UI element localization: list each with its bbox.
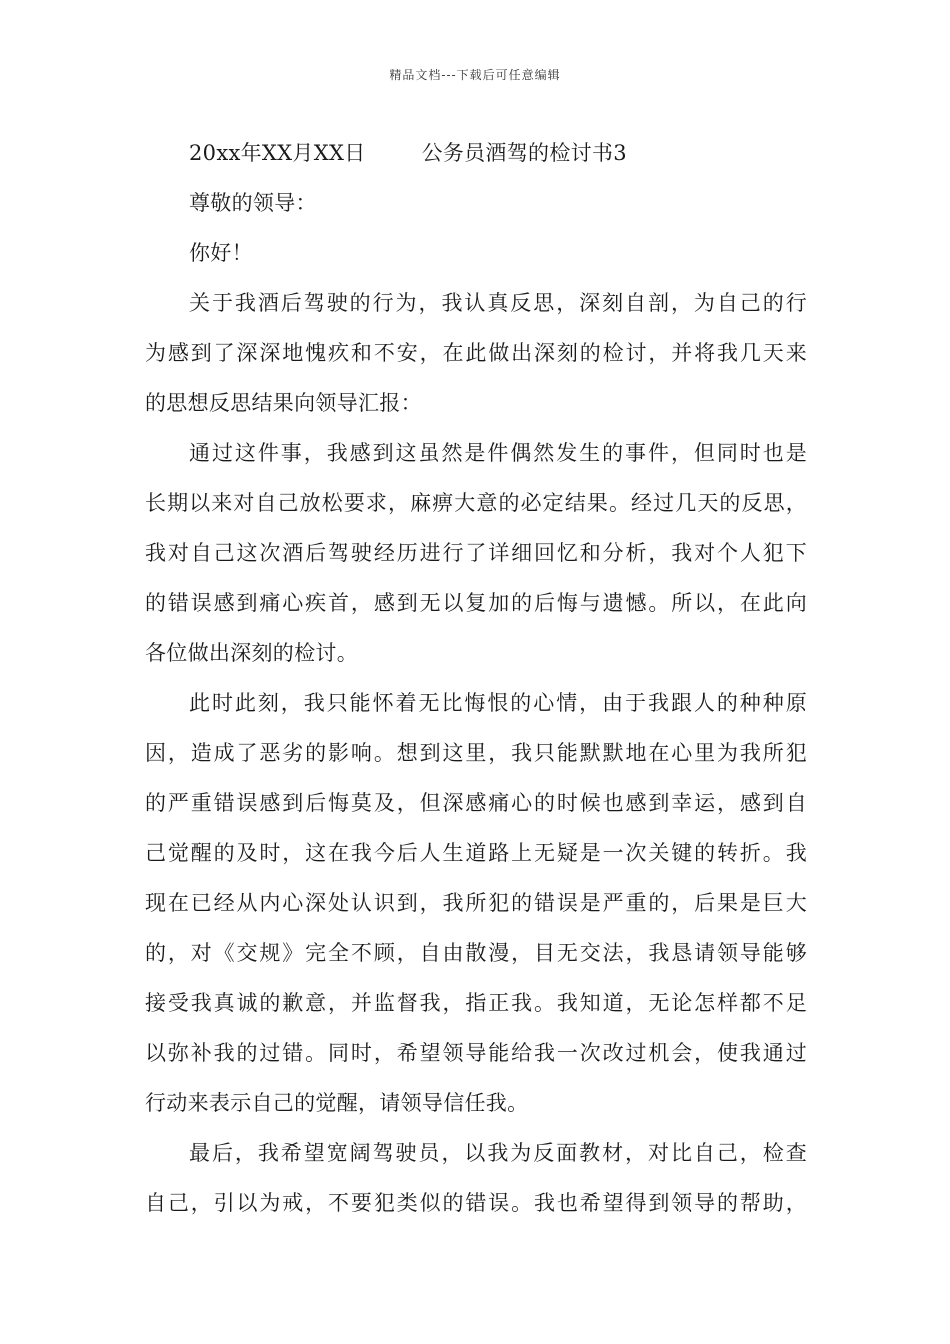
document-body xyxy=(145,128,807,1228)
paragraph-1-line-3: 的思想反思结果向领导汇报： xyxy=(145,391,422,415)
paragraph-2-line-5: 各位做出深刻的检讨。 xyxy=(145,641,358,665)
paragraph-4-line-2: 自己，引以为戒，不要犯类似的错误。我也希望得到领导的帮助， xyxy=(145,1191,807,1215)
paragraph-1-line-2: 为感到了深深地愧疚和不安，在此做出深刻的检讨，并将我几天来 xyxy=(145,341,807,365)
document-date: 20xx年XX月XX日 xyxy=(189,141,366,165)
paragraph-2-line-4: 的错误感到痛心疾首，感到无以复加的后悔与遗憾。所以，在此向 xyxy=(145,591,807,615)
document-title: 公务员酒驾的检讨书3 xyxy=(421,141,627,165)
date-title-line xyxy=(145,128,807,178)
paragraph-3-line-1: 此时此刻，我只能怀着无比悔恨的心情，由于我跟人的种种原 xyxy=(189,691,807,715)
paragraph-3-line-9: 行动来表示自己的觉醒，请领导信任我。 xyxy=(145,1091,529,1115)
paragraph-2-line-2: 长期以来对自己放松要求，麻痹大意的必定结果。经过几天的反思， xyxy=(145,491,807,515)
paragraph-3-line-8: 以弥补我的过错。同时，希望领导能给我一次改过机会，使我通过 xyxy=(145,1041,807,1065)
greeting: 你好！ xyxy=(189,241,253,265)
paragraph-3-line-4: 己觉醒的及时，这在我今后人生道路上无疑是一次关键的转折。我 xyxy=(145,841,807,865)
paragraph-4-line-1: 最后，我希望宽阔驾驶员，以我为反面教材，对比自己，检查 xyxy=(189,1141,807,1165)
paragraph-3-line-2: 因，造成了恶劣的影响。想到这里，我只能默默地在心里为我所犯 xyxy=(145,741,807,765)
paragraph-3-line-6: 的，对《交规》完全不顾，自由散漫，目无交法，我恳请领导能够 xyxy=(145,941,807,965)
salutation: 尊敬的领导： xyxy=(189,191,317,215)
paragraph-2-line-3: 我对自己这次酒后驾驶经历进行了详细回忆和分析，我对个人犯下 xyxy=(145,541,807,565)
paragraph-3-line-3: 的严重错误感到后悔莫及，但深感痛心的时候也感到幸运，感到自 xyxy=(145,791,807,815)
paragraph-3-line-5: 现在已经从内心深处认识到，我所犯的错误是严重的，后果是巨大 xyxy=(145,891,807,915)
paragraph-1-line-1: 关于我酒后驾驶的行为，我认真反思，深刻自剖，为自己的行 xyxy=(189,291,807,315)
paragraph-3-line-7: 接受我真诚的歉意，并监督我，指正我。我知道，无论怎样都不足 xyxy=(145,991,807,1015)
paragraph-2-line-1: 通过这件事，我感到这虽然是件偶然发生的事件，但同时也是 xyxy=(189,441,807,465)
page-header-watermark: 精品文档---下载后可任意编辑 xyxy=(389,68,561,82)
